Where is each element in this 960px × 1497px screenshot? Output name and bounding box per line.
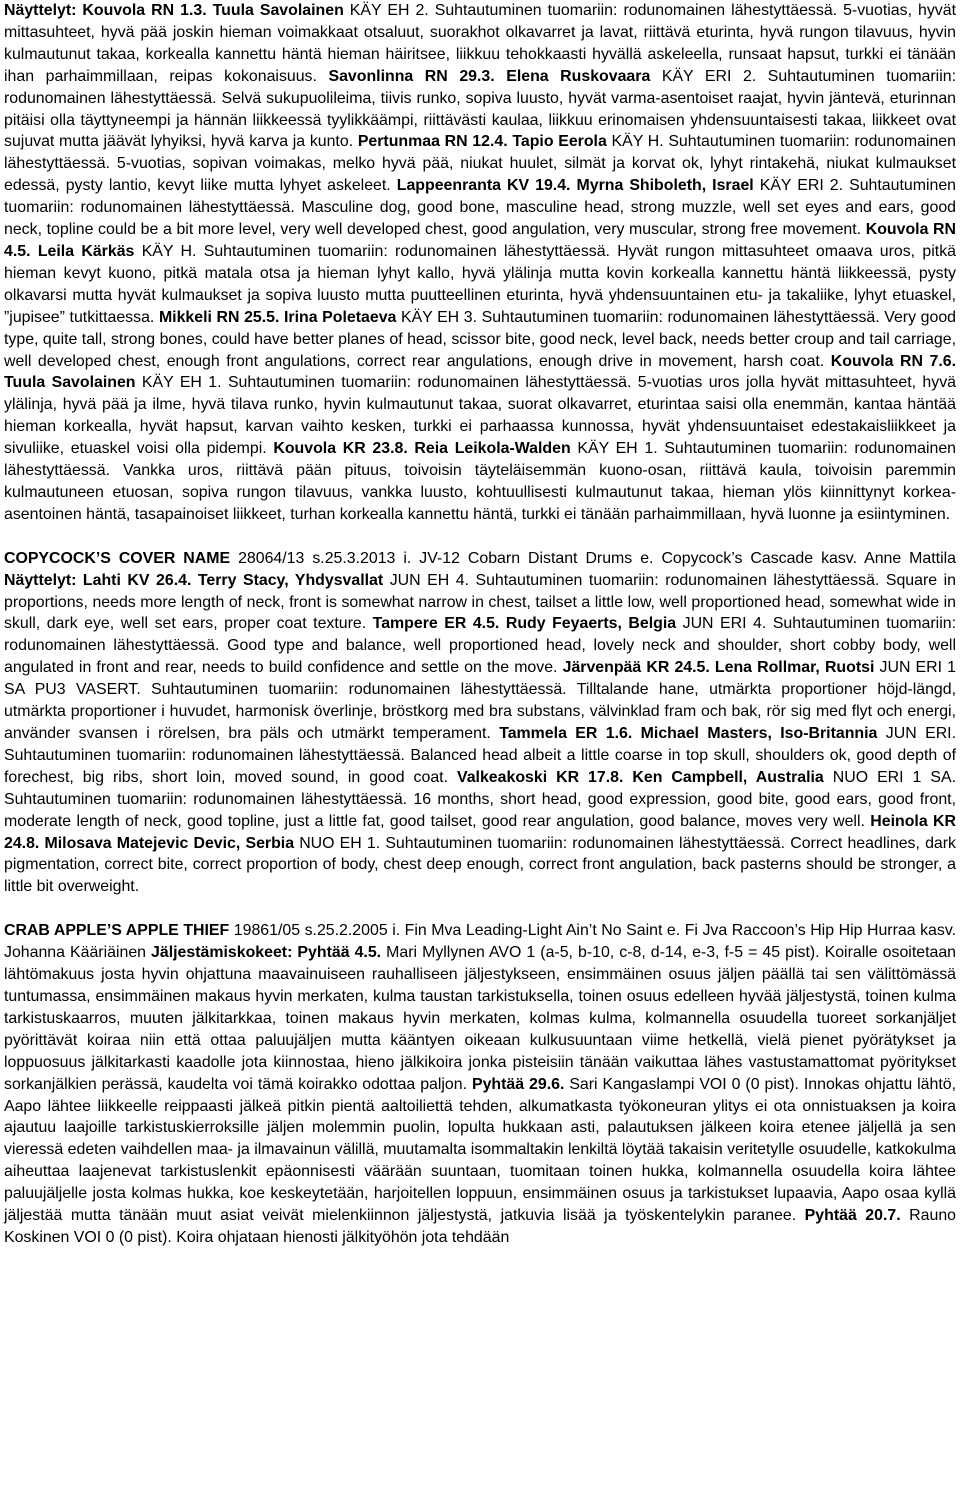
bold-heading-run: Lappeenranta KV 19.4. Myrna Shiboleth, Israel — [396, 177, 754, 195]
copycocks-cover-name-entry — [4, 548, 956, 899]
text-run: Rauno Koskinen VOI 0 (0 pist). Koira ohjataan hienosti jälkityöhön jota tehdään — [4, 1207, 957, 1246]
text-run: NUO EH 1. Suhtautuminen tuomariin: rodunomainen lähestyttäessä. Correct headlines, dark pigmentation, correct bite, correct proportion of body, chest deep enough, correct front angulation, back pasterns should be stronger, a little bit overweight. — [4, 834, 956, 896]
bold-heading-run: Kouvola RN 7.6. Tuula Savolainen — [4, 352, 956, 392]
text-run: KÄY ERI 2. Suhtautuminen tuomariin: rodunomainen lähestyttäessä. Selvä sukupuolileima, tiivis runko, sopiva luusto, hyvät varma-asentoiset raajat, hyvin jäntevä, eturinnan pitäisi olla täyttyneempi ja hännän liikkeessä tyylikkäämpi, riittävästi kaulaa, liikkuu erinomaisen yhdensuuntaisesti takaa, liikkeet ovat sujuvat mutta jäävät lyhyiksi, hyvä karva ja kunto. — [4, 67, 956, 151]
text-run: JUN EH 4. Suhtautuminen tuomariin: rodunomainen lähestyttäessä. Square in proportions, needs more length of neck, front is somewhat narrow in chest, tailset a little low, well proportioned head, somewhat wide in skull, dark eye, well set ears, proper coat texture. — [4, 571, 956, 633]
bold-heading-run: Jäljestämiskokeet: Pyhtää 4.5. — [151, 944, 382, 962]
text-run: KÄY EH 2. Suhtautuminen tuomariin: rodunomainen lähestyttäessä. 5-vuotias, hyvät mittasuhteet, hyvä pää joskin hieman voimakkaat otsaluut, suorakhot olkavarret ja lavat, riittävä eturinta, hyvä rungon tilavuus, hyvin kulmautunut takaa, korkealla kannettu häntä hieman häiritsee, liikkuu tehokkaasti hyvällä askeleella, runsaat hapsut, turkki ei tänään ihan parhaimmillaan, reipas kokonaisuus. — [4, 2, 956, 85]
text-run: NUO ERI 1 SA. Suhtautuminen tuomariin: rodunomainen lähestyttäessä. 16 months, short head, good expression, good bite, good ears, good front, moderate length of neck, good topline, just a little fat, good tailset, good rear angulation, good balance, moves very well. — [4, 768, 956, 830]
bold-heading-run: Tammela ER 1.6. Michael Masters, Iso-Britannia — [499, 725, 878, 742]
text-run: JUN ERI 1 SA PU3 VASERT. Suhtautuminen tuomariin: rodunomainen lähestyttäessä. Tilltalande hane, utmärkta proportioner höjd-längd, utmärkta proportioner i huvudet, harmonisk överlinje, bröstkorg med bra substans, välvinklad fram och bak, rör sig med flyt och energi, använder svansen i rörelsen, bra päls och utmärkt temperament. — [4, 659, 957, 742]
bold-heading-run: Pyhtää 20.7. — [804, 1207, 901, 1225]
text-run: KÄY EH 3. Suhtautuminen tuomariin: rodunomainen lähestyttäessä. Very good type, quite tall, strong bones, could have better planes of head, scissor bite, good neck, level back, needs better croup and tail carriage, well developed chest, enough front angulations, correct rear angulations, enough drive in movement, harsh coat. — [4, 308, 956, 370]
bold-heading-run: Savonlinna RN 29.3. Elena Ruskovaara — [328, 67, 651, 85]
crab-apples-apple-thief-entry — [4, 920, 956, 1249]
bold-heading-run: CRAB APPLE’S APPLE THIEF — [4, 922, 230, 940]
text-run: 28064/13 s.25.3.2013 i. JV-12 Cobarn Distant Drums e. Copycock’s Cascade kasv. Anne Mattila — [230, 549, 956, 567]
text-run: JUN ERI. Suhtautuminen tuomariin: rodunomainen lähestyttäessä. Balanced head albeit a little coarse in top skull, shoulders ok, good depth of forechest, big ribs, short loin, moved sound, in good coat. — [4, 725, 956, 786]
text-run: JUN ERI 4. Suhtautuminen tuomariin: rodunomainen lähestyttäessä. Good type and balance, well proportioned head, lovely neck and shoulder, short cobby body, well angulated in front and rear, needs to build confidence and settle on the move. — [4, 615, 956, 677]
bold-heading-run: Kouvola RN 4.5. Leila Kärkäs — [4, 221, 956, 260]
bold-heading-run: Pyhtää 29.6. — [471, 1075, 565, 1093]
text-run: KÄY EH 1. Suhtautuminen tuomariin: rodunomainen lähestyttäessä. Vankka uros, riittävä pään pituus, toivoisin täyteläisemmän kuono-osan, riittävä kaula, toivoisin paremmin kulmautuneen etuosan, sopiva rungon tilavuus, vankka luusto, kohtuullisesti kulmautunut takaa, hieman ylös kiinnittynyt korkea-asentoinen häntä, tasapainoiset liikkeet, turhan korkealla kannettu häntä, turkki ei tänään parhaimmillaan, hyvä luonne ja esiintyminen. — [4, 440, 956, 523]
paragraph-gap — [4, 898, 956, 920]
bold-heading-run: Kouvola KR 23.8. Reia Leikola-Walden — [273, 440, 571, 458]
text-run: KÄY EH 1. Suhtautuminen tuomariin: rodunomainen lähestyttäessä. 5-vuotias uros jolla hyvät mittasuhteet, hyvä ylälinja, hyvä pää ja ilme, hyvä tilava runko, hyvin kulmautunut takaa, suorat olkavarret, eturintaa saisi olla enemmän, kantaa häntää hieman korkealla, hyvät hapsut, karvan vaihto kesken, turkki ei parhaassa kunnossa, hyvät yhdensuuntaiset edestakaisliikkeet ja sivuliike, etuaskel voisi olla pidempi. — [4, 374, 956, 458]
bold-heading-run: Tampere ER 4.5. Rudy Feyaerts, Belgia — [372, 615, 677, 633]
bold-heading-run: Mikkeli RN 25.5. Irina Poletaeva — [158, 308, 397, 326]
text-run: Sari Kangaslampi VOI 0 (0 pist). Innokas ohjattu lähtö, Aapo lähtee liikkeelle reippaasti jälkeä pitkin pientä aaltoiliettä tehden, alkumatkasta työkoneuran ylitys ei ota onnistuaksen ja koira ajautuu laajoille tarkistuskierroksille jäljen molemmin puolin, lopulta hukkaan asti, palautuksen jälkeen koira etenee jäljellä ja sen vieressä edeten vaihdellen maa- ja ilmavainun välillä, muutamalta isommaltakin lenkiltä löytää takaisin veritetylle osuudelle, katkokulma aiheuttaa laajenevat tarkistuslenkit epäonnisesti väärään suuntaan, tuomitaan toinen hukka, kolmannella osuudella koira lähtee paluujäljelle josta kolmas hukka, koe keskeytetään, harjoitellen loppuun, ensimmäinen osuus ja tarkistukset lupaavia, Aapo osaa kyllä jäljestää mutta tänään muut asiat veivät mielenkiinnon jäljestystä, jatkuvia lisää ja työskentelykin paranee. — [4, 1075, 956, 1225]
text-run: KÄY ERI 2. Suhtautuminen tuomariin: rodunomainen lähestyttäessä. Masculine dog, good bone, masculine head, strong muzzle, well set eyes and ears, good neck, topline could be a bit more level, very well developed chest, good angulation, very muscular, strong free movement. — [4, 177, 956, 239]
bold-heading-run: COPYCOCK’S COVER NAME — [4, 549, 231, 567]
bold-heading-run: Näyttelyt: Lahti KV 26.4. Terry Stacy, Yhdysvallat — [4, 571, 384, 589]
bold-heading-run: Heinola KR 24.8. Milosava Matejevic Devic, Serbia — [4, 812, 956, 852]
bold-heading-run: Pertunmaa RN 12.4. Tapio Eerola — [357, 133, 607, 151]
text-run: KÄY H. Suhtautuminen tuomariin: rodunomainen lähestyttäessä. 5-vuotias, sopivan voimakas, melko hyvä pää, niukat huulet, silmät ja korvat ok, lyhyt rintakehä, niukat kulmaukset edessä, pysty lantio, kevyt liike mutta lyhyet askeleet. — [4, 133, 956, 195]
text-run: KÄY H. Suhtautuminen tuomariin: rodunomainen lähestyttäessä. Hyvät rungon mittasuhteet omaava uros, pitkä hieman kevyt kuono, pitkä matala otsa ja hieman lyhyt kallo, hyvä ylälinja mutta kovin korkealla kannettu häntä liikkeessä, pysty olkavarsi mutta hyvät kulmaukset ja sopiva luusto mutta puutteellinen eturinta, hyvä yhdensuuntainen etu- ja takaliike, lyhyt etuaskel, ”jupisee” tutkittaessa. — [4, 242, 956, 326]
dog-entry-results-paragraph — [4, 0, 956, 526]
bold-heading-run: Järvenpää KR 24.5. Lena Rollmar, Ruotsi — [562, 659, 875, 677]
bold-heading-run: Valkeakoski KR 17.8. Ken Campbell, Australia — [457, 768, 824, 786]
paragraph-gap — [4, 526, 956, 548]
bold-heading-run: Näyttelyt: Kouvola RN 1.3. Tuula Savolainen — [4, 2, 344, 19]
text-run: Mari Myllynen AVO 1 (a-5, b-10, c-8, d-14, e-3, f-5 = 45 pist). Koiralle osoitetaan lähtömakuus josta hyvin ohjattuna maavainuiseen rauhalliseen jäljestykseen, ensimmäinen osuus jäljen päällä tai sen välittömässä tuntumassa, ensimmäinen makaus hyvin merkaten, kulma taustan tarkistuksella, toinen osuus edelleen hyvää jäljestystä, toinen kulma tarkistuskaarros, muuten jälkitarkkaa, toinen makaus hyvin merkaten, kolmas kulma, kolmannella osuudella tuoreet sorkanjäljet pyörittävät koiraa niin että ottaa paluujäljen mutta kääntyen oikeaan kulkusuuntaan viime hetkellä, vielä pienet pyörätykset ja loppuosuus jälkitarkasti kaadolle jota kiinnostaa, hieno jälkikoira jonka pisteisiin tänään vaikuttaa lähes vastustamattomat pyöritykset sorkanjälkien perässä, kaudelta voi tämä koirakko odottaa paljon. — [4, 944, 956, 1093]
text-run: 19861/05 s.25.2.2005 i. Fin Mva Leading-Light Ain’t No Saint e. Fi Jva Raccoon’s Hip Hip Hurraa kasv. Johanna Kääriäinen — [4, 922, 957, 962]
